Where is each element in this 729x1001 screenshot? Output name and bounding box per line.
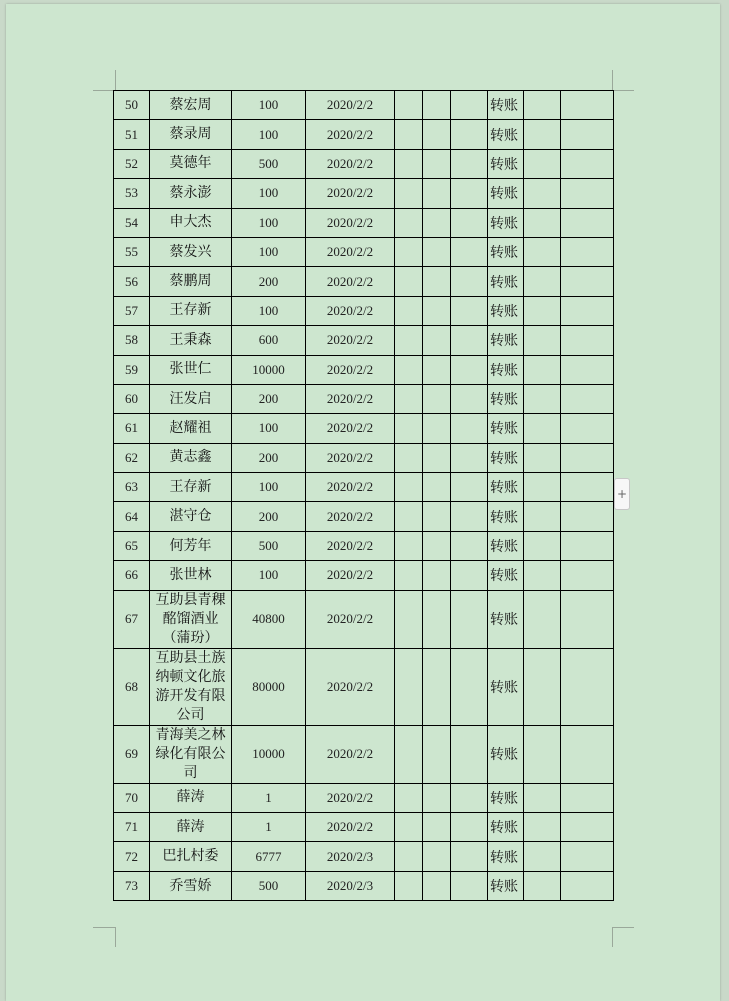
- empty-cell: [524, 149, 561, 178]
- table-row: [114, 725, 614, 783]
- empty-cell: [423, 414, 451, 443]
- donor-name: 蔡录周: [150, 120, 232, 149]
- payment-method: 转账: [488, 473, 524, 502]
- donor-name: 赵耀祖: [150, 414, 232, 443]
- empty-cell: [561, 842, 614, 871]
- row-number: 56: [114, 267, 150, 296]
- empty-cell: [524, 473, 561, 502]
- donation-date: 2020/2/2: [306, 648, 395, 725]
- empty-cell: [395, 871, 423, 900]
- table-row: [114, 267, 614, 296]
- donation-date: 2020/2/2: [306, 149, 395, 178]
- payment-method: 转账: [488, 561, 524, 590]
- donation-amount: 600: [232, 326, 306, 355]
- row-number: 65: [114, 531, 150, 560]
- payment-method: 转账: [488, 267, 524, 296]
- row-number: 71: [114, 813, 150, 842]
- empty-cell: [561, 355, 614, 384]
- empty-cell: [423, 208, 451, 237]
- table-row: [114, 384, 614, 413]
- table-row: [114, 871, 614, 900]
- donation-amount: 500: [232, 149, 306, 178]
- table-row: [114, 179, 614, 208]
- donation-amount: 100: [232, 179, 306, 208]
- empty-cell: [524, 384, 561, 413]
- empty-cell: [524, 561, 561, 590]
- donor-name: 蔡永澎: [150, 179, 232, 208]
- crop-mark-top-right: [612, 70, 613, 90]
- donation-amount: 1: [232, 783, 306, 812]
- donation-amount: 40800: [232, 590, 306, 648]
- row-number: 73: [114, 871, 150, 900]
- empty-cell: [561, 502, 614, 531]
- table-body: [114, 91, 614, 901]
- donation-amount: 6777: [232, 842, 306, 871]
- empty-cell: [451, 531, 488, 560]
- row-number: 51: [114, 120, 150, 149]
- table-row: [114, 590, 614, 648]
- empty-cell: [423, 813, 451, 842]
- table-row: [114, 783, 614, 812]
- empty-cell: [423, 473, 451, 502]
- donor-name: 青海美之林绿化有限公司: [150, 725, 232, 783]
- payment-method: 转账: [488, 531, 524, 560]
- payment-method: 转账: [488, 725, 524, 783]
- crop-mark-top-right-h: [612, 90, 634, 91]
- empty-cell: [451, 296, 488, 325]
- donor-name: 申大杰: [150, 208, 232, 237]
- donor-name: 互助县土族纳顿文化旅游开发有限公司: [150, 648, 232, 725]
- donation-date: 2020/2/3: [306, 842, 395, 871]
- donation-date: 2020/2/2: [306, 237, 395, 266]
- empty-cell: [395, 813, 423, 842]
- donation-amount: 200: [232, 384, 306, 413]
- crop-mark-top-left-h: [93, 90, 115, 91]
- donor-name: 巴扎村委: [150, 842, 232, 871]
- empty-cell: [561, 91, 614, 120]
- table-row: [114, 648, 614, 725]
- donor-name: 互助县青稞酩馏酒业（蒲玢）: [150, 590, 232, 648]
- empty-cell: [395, 502, 423, 531]
- table-row: [114, 531, 614, 560]
- payment-method: 转账: [488, 648, 524, 725]
- empty-cell: [561, 871, 614, 900]
- donor-name: 汪发启: [150, 384, 232, 413]
- empty-cell: [451, 725, 488, 783]
- payment-method: 转账: [488, 443, 524, 472]
- empty-cell: [395, 384, 423, 413]
- empty-cell: [451, 179, 488, 208]
- empty-cell: [395, 473, 423, 502]
- empty-cell: [423, 531, 451, 560]
- empty-cell: [395, 296, 423, 325]
- donation-date: 2020/2/2: [306, 384, 395, 413]
- table-row: [114, 149, 614, 178]
- payment-method: 转账: [488, 179, 524, 208]
- empty-cell: [423, 590, 451, 648]
- donation-amount: 80000: [232, 648, 306, 725]
- payment-method: 转账: [488, 414, 524, 443]
- donation-amount: 200: [232, 443, 306, 472]
- empty-cell: [395, 355, 423, 384]
- donor-name: 王秉森: [150, 326, 232, 355]
- donation-amount: 100: [232, 561, 306, 590]
- empty-cell: [451, 414, 488, 443]
- empty-cell: [524, 502, 561, 531]
- crop-mark-top-left: [115, 70, 116, 90]
- donation-date: 2020/2/2: [306, 414, 395, 443]
- row-number: 70: [114, 783, 150, 812]
- empty-cell: [524, 590, 561, 648]
- donation-date: 2020/2/2: [306, 590, 395, 648]
- donation-date: 2020/2/2: [306, 473, 395, 502]
- donation-date: 2020/2/2: [306, 725, 395, 783]
- empty-cell: [423, 783, 451, 812]
- row-number: 72: [114, 842, 150, 871]
- donor-name: 何芳年: [150, 531, 232, 560]
- donor-name: 蔡发兴: [150, 237, 232, 266]
- donation-amount: 10000: [232, 725, 306, 783]
- empty-cell: [561, 648, 614, 725]
- donor-name: 王存新: [150, 473, 232, 502]
- empty-cell: [451, 237, 488, 266]
- table-row: [114, 813, 614, 842]
- table-row: [114, 473, 614, 502]
- table-row: [114, 208, 614, 237]
- empty-cell: [451, 208, 488, 237]
- donor-name: 薛涛: [150, 813, 232, 842]
- table-row: [114, 443, 614, 472]
- empty-cell: [561, 179, 614, 208]
- crop-mark-bottom-left: [115, 927, 116, 947]
- donation-amount: 10000: [232, 355, 306, 384]
- empty-cell: [561, 473, 614, 502]
- empty-cell: [524, 842, 561, 871]
- empty-cell: [395, 414, 423, 443]
- empty-cell: [561, 149, 614, 178]
- empty-cell: [423, 149, 451, 178]
- empty-cell: [451, 648, 488, 725]
- donation-amount: 100: [232, 473, 306, 502]
- donation-date: 2020/2/2: [306, 502, 395, 531]
- empty-cell: [451, 813, 488, 842]
- empty-cell: [423, 296, 451, 325]
- payment-method: 转账: [488, 384, 524, 413]
- empty-cell: [451, 502, 488, 531]
- payment-method: 转账: [488, 237, 524, 266]
- empty-cell: [423, 355, 451, 384]
- empty-cell: [561, 443, 614, 472]
- table-row: [114, 502, 614, 531]
- donation-date: 2020/2/2: [306, 783, 395, 812]
- empty-cell: [423, 267, 451, 296]
- empty-cell: [524, 355, 561, 384]
- empty-cell: [524, 267, 561, 296]
- empty-cell: [395, 179, 423, 208]
- payment-method: 转账: [488, 783, 524, 812]
- donation-date: 2020/2/3: [306, 871, 395, 900]
- empty-cell: [423, 326, 451, 355]
- empty-cell: [395, 531, 423, 560]
- empty-cell: [451, 561, 488, 590]
- empty-cell: [451, 842, 488, 871]
- donation-date: 2020/2/2: [306, 531, 395, 560]
- donation-amount: 500: [232, 871, 306, 900]
- donor-name: 湛守仓: [150, 502, 232, 531]
- payment-method: 转账: [488, 120, 524, 149]
- empty-cell: [451, 443, 488, 472]
- empty-cell: [561, 590, 614, 648]
- empty-cell: [423, 91, 451, 120]
- empty-cell: [561, 326, 614, 355]
- empty-cell: [395, 725, 423, 783]
- row-number: 67: [114, 590, 150, 648]
- empty-cell: [524, 531, 561, 560]
- payment-method: 转账: [488, 813, 524, 842]
- donation-amount: 100: [232, 208, 306, 237]
- empty-cell: [561, 531, 614, 560]
- empty-cell: [451, 326, 488, 355]
- empty-cell: [451, 384, 488, 413]
- donor-name: 莫德年: [150, 149, 232, 178]
- row-number: 53: [114, 179, 150, 208]
- row-number: 66: [114, 561, 150, 590]
- table-row: [114, 414, 614, 443]
- empty-cell: [395, 590, 423, 648]
- row-number: 69: [114, 725, 150, 783]
- table-row: [114, 120, 614, 149]
- empty-cell: [524, 648, 561, 725]
- empty-cell: [395, 237, 423, 266]
- row-number: 61: [114, 414, 150, 443]
- crop-mark-bottom-left-h: [93, 927, 115, 928]
- empty-cell: [524, 725, 561, 783]
- donor-name: 王存新: [150, 296, 232, 325]
- empty-cell: [561, 725, 614, 783]
- empty-cell: [524, 179, 561, 208]
- empty-cell: [561, 296, 614, 325]
- payment-method: 转账: [488, 355, 524, 384]
- empty-cell: [451, 473, 488, 502]
- empty-cell: [451, 783, 488, 812]
- donation-date: 2020/2/2: [306, 355, 395, 384]
- empty-cell: [423, 502, 451, 531]
- payment-method: 转账: [488, 326, 524, 355]
- crop-mark-bottom-right: [612, 927, 613, 947]
- payment-method: 转账: [488, 871, 524, 900]
- row-number: 60: [114, 384, 150, 413]
- empty-cell: [524, 120, 561, 149]
- table-row: [114, 842, 614, 871]
- empty-cell: [561, 561, 614, 590]
- table-row: [114, 91, 614, 120]
- payment-method: 转账: [488, 91, 524, 120]
- row-number: 68: [114, 648, 150, 725]
- row-number: 57: [114, 296, 150, 325]
- empty-cell: [423, 384, 451, 413]
- empty-cell: [395, 443, 423, 472]
- empty-cell: [423, 725, 451, 783]
- donation-amount: 500: [232, 531, 306, 560]
- donation-amount: 100: [232, 296, 306, 325]
- row-number: 50: [114, 91, 150, 120]
- empty-cell: [395, 648, 423, 725]
- payment-method: 转账: [488, 502, 524, 531]
- empty-cell: [524, 326, 561, 355]
- donation-amount: 100: [232, 120, 306, 149]
- empty-cell: [423, 443, 451, 472]
- empty-cell: [451, 149, 488, 178]
- table-row: [114, 561, 614, 590]
- donation-date: 2020/2/2: [306, 267, 395, 296]
- donor-name: 蔡宏周: [150, 91, 232, 120]
- row-number: 63: [114, 473, 150, 502]
- donation-amount: 100: [232, 237, 306, 266]
- donation-date: 2020/2/2: [306, 813, 395, 842]
- empty-cell: [395, 842, 423, 871]
- donor-name: 张世仁: [150, 355, 232, 384]
- empty-cell: [451, 355, 488, 384]
- donation-date: 2020/2/2: [306, 208, 395, 237]
- empty-cell: [451, 120, 488, 149]
- empty-cell: [561, 783, 614, 812]
- payment-method: 转账: [488, 590, 524, 648]
- empty-cell: [395, 91, 423, 120]
- add-row-button[interactable]: +: [614, 478, 630, 510]
- empty-cell: [395, 783, 423, 812]
- donation-amount: 200: [232, 267, 306, 296]
- empty-cell: [423, 237, 451, 266]
- donation-amount: 100: [232, 91, 306, 120]
- empty-cell: [524, 813, 561, 842]
- empty-cell: [524, 871, 561, 900]
- empty-cell: [561, 208, 614, 237]
- row-number: 55: [114, 237, 150, 266]
- empty-cell: [524, 443, 561, 472]
- table-row: [114, 296, 614, 325]
- table-row: [114, 326, 614, 355]
- donor-name: 张世林: [150, 561, 232, 590]
- empty-cell: [395, 326, 423, 355]
- donation-amount: 200: [232, 502, 306, 531]
- empty-cell: [524, 208, 561, 237]
- empty-cell: [561, 267, 614, 296]
- donor-name: 黄志鑫: [150, 443, 232, 472]
- row-number: 52: [114, 149, 150, 178]
- donation-date: 2020/2/2: [306, 296, 395, 325]
- empty-cell: [451, 590, 488, 648]
- empty-cell: [451, 91, 488, 120]
- donor-name: 薛涛: [150, 783, 232, 812]
- row-number: 58: [114, 326, 150, 355]
- donor-name: 蔡鹏周: [150, 267, 232, 296]
- empty-cell: [423, 179, 451, 208]
- empty-cell: [561, 120, 614, 149]
- empty-cell: [395, 561, 423, 590]
- table-row: [114, 355, 614, 384]
- row-number: 62: [114, 443, 150, 472]
- empty-cell: [423, 871, 451, 900]
- donation-date: 2020/2/2: [306, 120, 395, 149]
- payment-method: 转账: [488, 842, 524, 871]
- empty-cell: [395, 149, 423, 178]
- donation-date: 2020/2/2: [306, 179, 395, 208]
- empty-cell: [451, 267, 488, 296]
- empty-cell: [524, 237, 561, 266]
- row-number: 64: [114, 502, 150, 531]
- empty-cell: [423, 842, 451, 871]
- crop-mark-bottom-right-h: [612, 927, 634, 928]
- donation-date: 2020/2/2: [306, 443, 395, 472]
- empty-cell: [524, 91, 561, 120]
- empty-cell: [524, 414, 561, 443]
- empty-cell: [395, 208, 423, 237]
- donor-name: 乔雪娇: [150, 871, 232, 900]
- empty-cell: [451, 871, 488, 900]
- donation-date: 2020/2/2: [306, 326, 395, 355]
- empty-cell: [561, 813, 614, 842]
- donation-date: 2020/2/2: [306, 561, 395, 590]
- empty-cell: [395, 120, 423, 149]
- empty-cell: [524, 296, 561, 325]
- donation-amount: 1: [232, 813, 306, 842]
- empty-cell: [561, 237, 614, 266]
- empty-cell: [423, 648, 451, 725]
- payment-method: 转账: [488, 208, 524, 237]
- donation-table: [113, 90, 614, 901]
- row-number: 54: [114, 208, 150, 237]
- payment-method: 转账: [488, 296, 524, 325]
- empty-cell: [561, 384, 614, 413]
- row-number: 59: [114, 355, 150, 384]
- empty-cell: [561, 414, 614, 443]
- donation-date: 2020/2/2: [306, 91, 395, 120]
- table-row: [114, 237, 614, 266]
- payment-method: 转账: [488, 149, 524, 178]
- empty-cell: [395, 267, 423, 296]
- donation-amount: 100: [232, 414, 306, 443]
- empty-cell: [524, 783, 561, 812]
- empty-cell: [423, 561, 451, 590]
- empty-cell: [423, 120, 451, 149]
